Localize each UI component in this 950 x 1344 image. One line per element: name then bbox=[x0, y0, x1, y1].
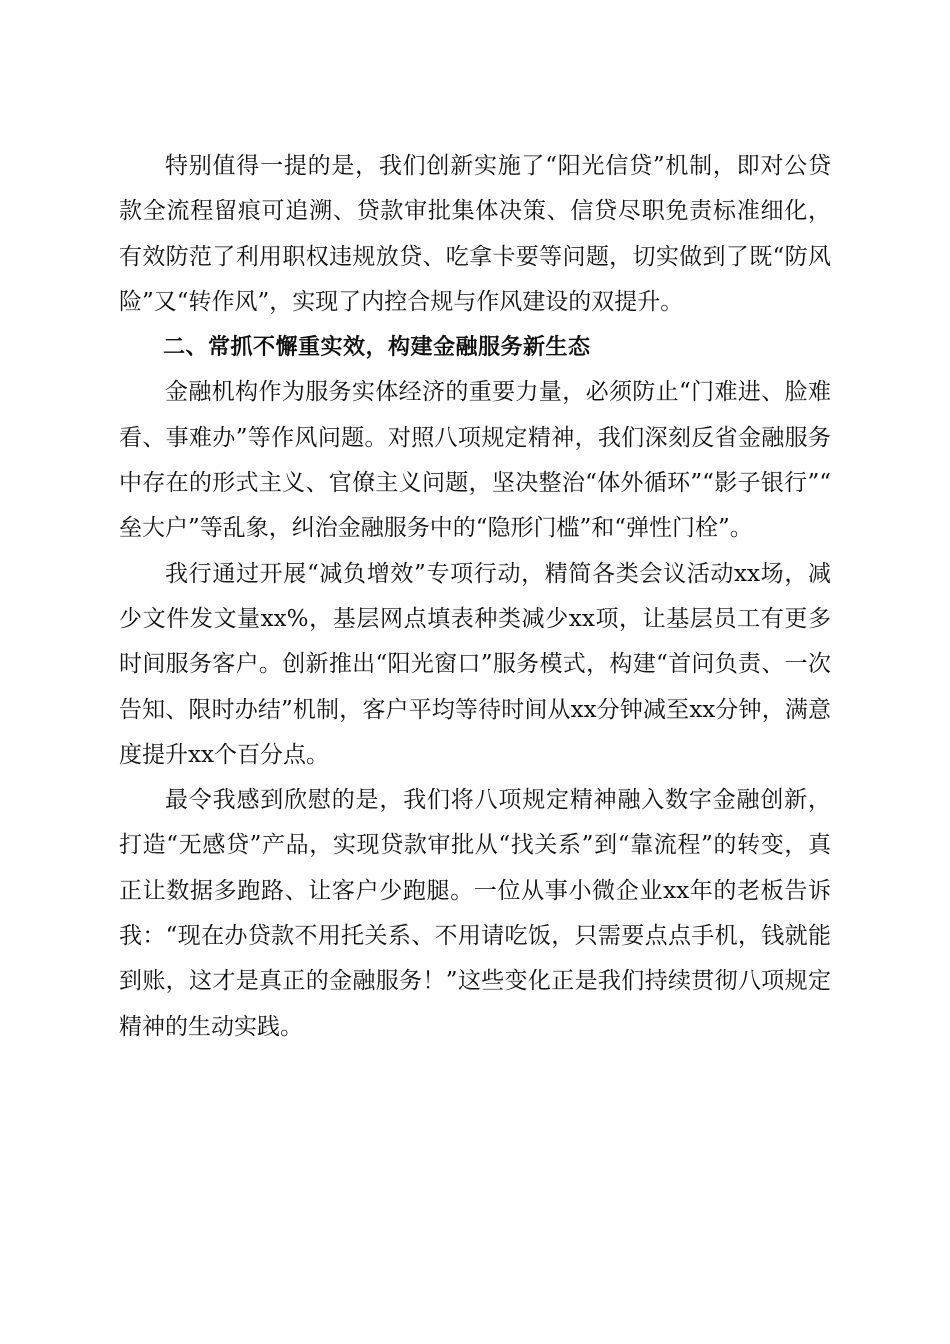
section-heading: 二、常抓不懈重实效，构建金融服务新生态 bbox=[163, 335, 591, 361]
paragraph-burden-reduction: 我行通过开展“减负增效”专项行动，精简各类会议活动xx场，减少文件发文量xx%，基层网点填表种类减少xx项，让基层员工有更多时间服务客户。创新推出“阳光窗口”服务模式，构建“首问负责、一次告知、限时办结”机制，客户平均等待时间从xx分钟减至xx分钟，满意度提升xx个百分点。 bbox=[119, 560, 831, 768]
paragraph-digital-finance: 最令我感到欣慰的是，我们将八项规定精神融入数字金融创新，打造“无感贷”产品，实现贷款审批从“找关系”到“靠流程”的转变，真正让数据多跑路、让客户少跑腿。一位从事小微企业xx年的老板告诉我：“现在办贷款不用托关系、不用请吃饭，只需要点点手机，钱就能到账，这才是真正的金融服务！”这些变化正是我们持续贯彻八项规定精神的生动实践。 bbox=[119, 787, 831, 1040]
paragraph-sunshine-credit: 特别值得一提的是，我们创新实施了“阳光信贷”机制，即对公贷款全流程留痕可追溯、贷款审批集体决策、信贷尽职免责标准细化，有效防范了利用职权违规放贷、吃拿卡要等问题，切实做到了既“防风险”又“转作风”，实现了内控合规与作风建设的双提升。 bbox=[119, 153, 831, 315]
document-body bbox=[119, 144, 831, 1050]
paragraph-financial-institutions: 金融机构作为服务实体经济的重要力量，必须防止“门难进、脸难看、事难办”等作风问题。对照八项规定精神，我们深刻反省金融服务中存在的形式主义、官僚主义问题，坚决整治“体外循环”“影子银行”“垒大户”等乱象，纠治金融服务中的“隐形门槛”和“弹性门栓”。 bbox=[119, 379, 831, 542]
